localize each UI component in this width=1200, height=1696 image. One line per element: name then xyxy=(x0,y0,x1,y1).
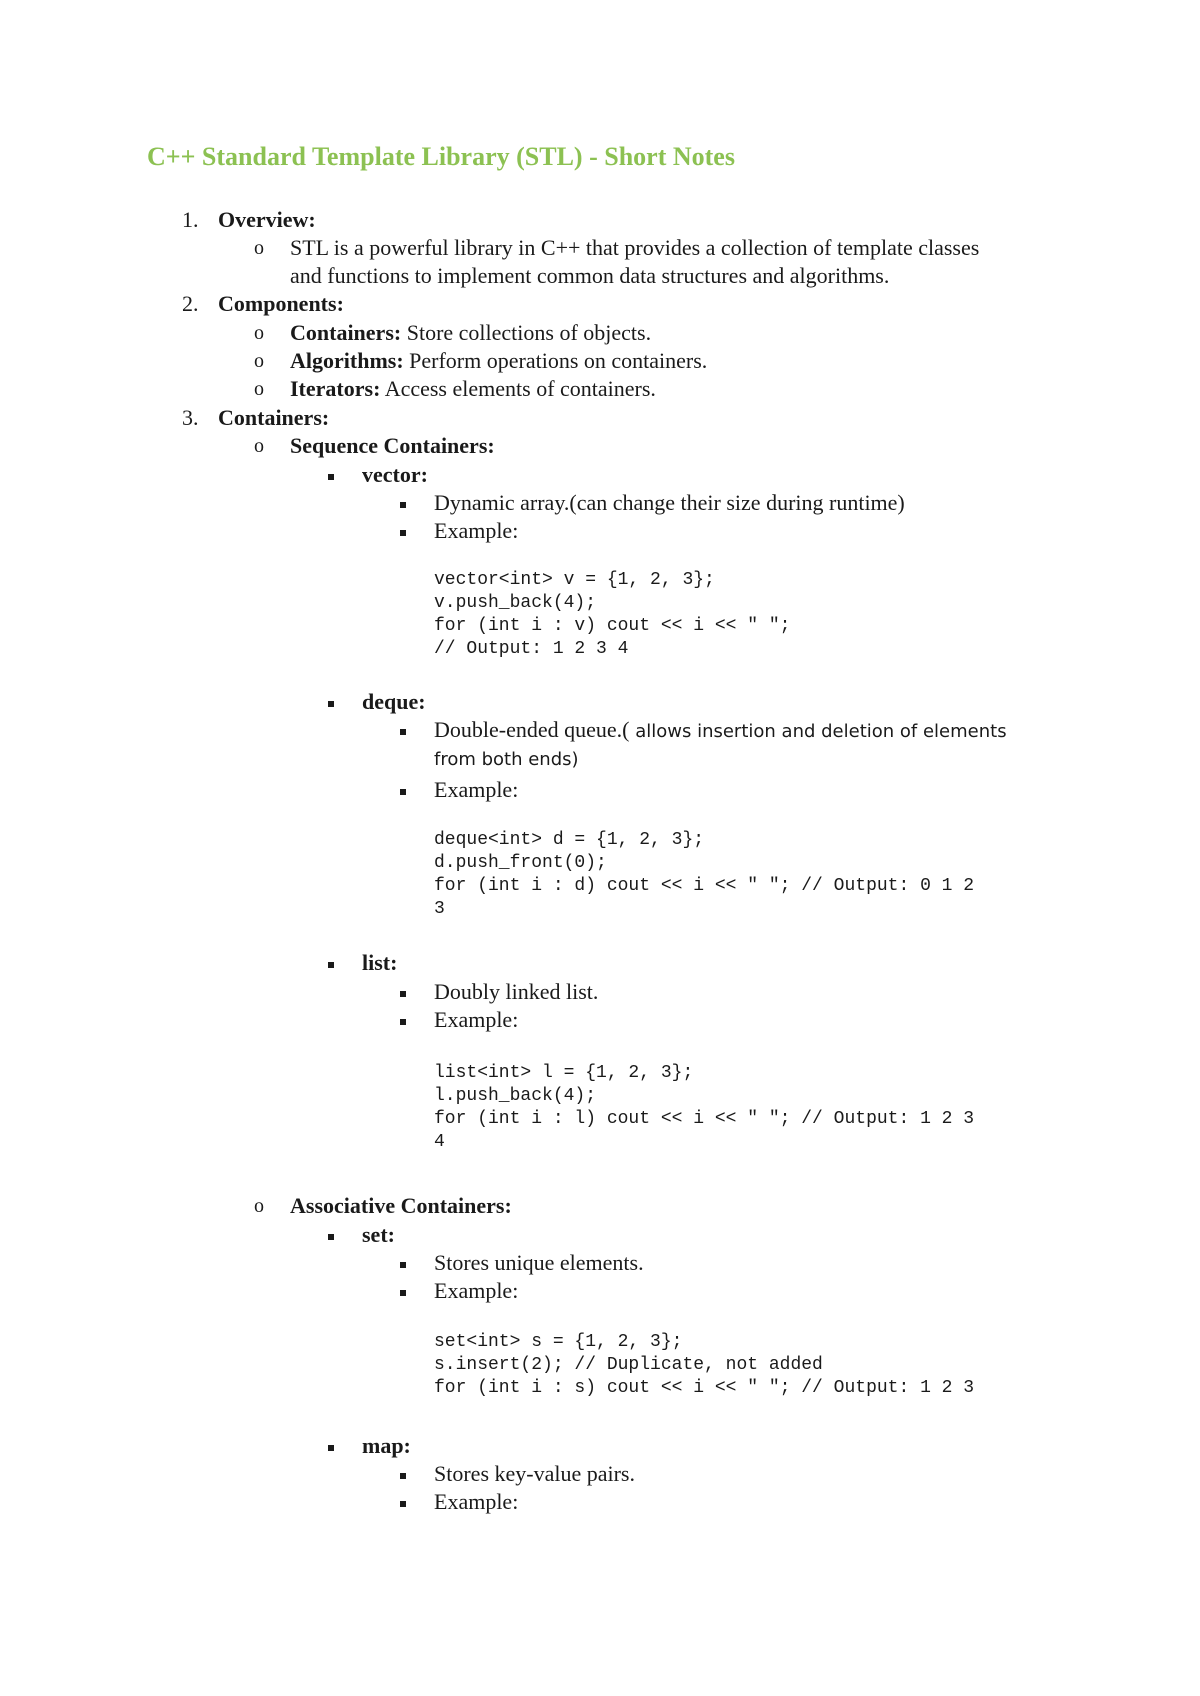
list-heading: list: xyxy=(362,950,398,975)
associative-containers-heading: Associative Containers: xyxy=(290,1193,512,1218)
section-number: 3. xyxy=(182,405,199,430)
bullet-circle: o xyxy=(254,237,264,259)
deque-desc-cont xyxy=(434,744,579,774)
map-heading: map: xyxy=(362,1433,411,1458)
bullet-square xyxy=(400,530,406,536)
list-code-block: list<int> l = {1, 2, 3}; l.push_back(4); for (int i : l) cout << i << " "; // Output: 1 2 3 4 xyxy=(434,1063,975,1152)
deque-desc-part: Double-ended queue.( xyxy=(434,717,630,742)
bullet-square xyxy=(400,1501,406,1507)
bullet-square xyxy=(400,1019,406,1025)
deque-example-label: Example: xyxy=(434,777,519,802)
vector-example-label: Example: xyxy=(434,518,519,543)
bullet-square xyxy=(328,962,334,968)
bullet-square xyxy=(328,701,334,707)
deque-code-block: deque<int> d = {1, 2, 3}; d.push_front(0); for (int i : d) cout << i << " "; // Output: 0 1 2 3 xyxy=(434,830,975,919)
bullet-square xyxy=(400,502,406,508)
set-desc: Stores unique elements. xyxy=(434,1250,644,1275)
bullet-square xyxy=(328,474,334,480)
vector-heading: vector: xyxy=(362,462,428,487)
section-number: 1. xyxy=(182,207,199,232)
section-heading-components: Components: xyxy=(218,291,344,316)
component-label: Containers: xyxy=(290,320,402,345)
bullet-circle: o xyxy=(254,435,264,457)
bullet-circle: o xyxy=(254,322,264,344)
bullet-square xyxy=(400,1473,406,1479)
component-item xyxy=(290,347,707,375)
deque-desc-part: from both ends) xyxy=(434,749,579,770)
deque-desc xyxy=(434,716,1007,746)
set-example-label: Example: xyxy=(434,1278,519,1303)
sequence-containers-heading: Sequence Containers: xyxy=(290,433,495,458)
deque-heading: deque: xyxy=(362,689,426,714)
bullet-square xyxy=(400,1290,406,1296)
set-code-block: set<int> s = {1, 2, 3}; s.insert(2); // Duplicate, not added for (int i : s) cout << i << " "; // Output: 1 2 3 xyxy=(434,1332,975,1398)
bullet-circle: o xyxy=(254,1195,264,1217)
section-number: 2. xyxy=(182,291,199,316)
deque-desc-part: allows insertion and deletion of elements xyxy=(629,721,1007,742)
section-heading-overview: Overview: xyxy=(218,207,316,232)
bullet-circle: o xyxy=(254,350,264,372)
component-item xyxy=(290,319,651,347)
component-label: Iterators: xyxy=(290,376,381,401)
map-example-label: Example: xyxy=(434,1489,519,1514)
list-desc: Doubly linked list. xyxy=(434,979,599,1004)
bullet-square xyxy=(400,729,406,735)
bullet-circle: o xyxy=(254,378,264,400)
section-heading-containers: Containers: xyxy=(218,405,330,430)
bullet-square xyxy=(328,1445,334,1451)
component-item xyxy=(290,375,656,403)
vector-desc: Dynamic array.(can change their size during runtime) xyxy=(434,490,905,515)
component-label: Algorithms: xyxy=(290,348,404,373)
overview-text: and functions to implement common data structures and algorithms. xyxy=(290,263,890,288)
bullet-square xyxy=(400,991,406,997)
set-heading: set: xyxy=(362,1222,395,1247)
bullet-square xyxy=(328,1234,334,1240)
bullet-square xyxy=(400,789,406,795)
vector-code-block: vector<int> v = {1, 2, 3}; v.push_back(4); for (int i : v) cout << i << " "; // Output: 1 2 3 4 xyxy=(434,570,791,659)
overview-text: STL is a powerful library in C++ that provides a collection of template classes xyxy=(290,235,980,260)
map-desc: Stores key-value pairs. xyxy=(434,1461,635,1486)
component-text: Store collections of objects. xyxy=(401,320,652,345)
component-text: Access elements of containers. xyxy=(380,376,656,401)
bullet-square xyxy=(400,1262,406,1268)
list-example-label: Example: xyxy=(434,1007,519,1032)
document-title: C++ Standard Template Library (STL) - Short Notes xyxy=(147,142,735,171)
component-text: Perform operations on containers. xyxy=(403,348,708,373)
